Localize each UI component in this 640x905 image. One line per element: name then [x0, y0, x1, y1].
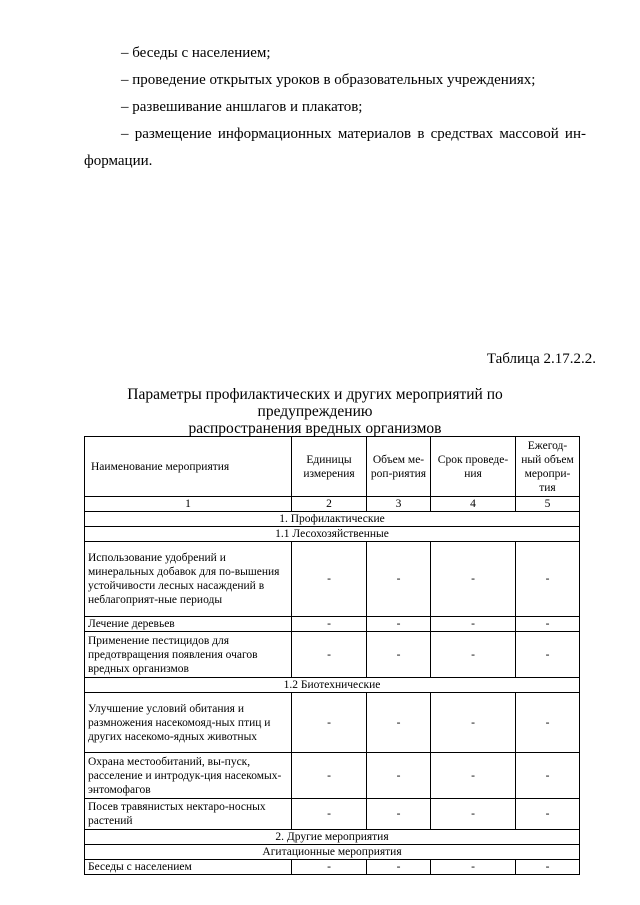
volume-cell: - — [367, 617, 431, 632]
table-header-row — [85, 437, 580, 497]
unit-cell: - — [292, 693, 367, 753]
column-header: Ежегод-ный объем меропри-тия — [516, 437, 580, 497]
table-row — [85, 693, 580, 753]
term-cell: - — [431, 632, 516, 678]
table-caption — [68, 386, 562, 437]
unit-cell: - — [292, 617, 367, 632]
column-number: 3 — [367, 497, 431, 512]
column-number: 2 — [292, 497, 367, 512]
bullet-item-continuation: формации. — [84, 153, 153, 169]
section-row — [85, 512, 580, 527]
bullet-item: – проведение открытых уроков в образовательных учреждениях; — [121, 72, 536, 88]
bullet-item: – беседы с населением; — [121, 45, 271, 61]
column-number: 1 — [85, 497, 292, 512]
subsection-title: 1.1 Лесохозяйственные — [85, 527, 580, 542]
annual-volume-cell: - — [516, 617, 580, 632]
unit-cell: - — [292, 753, 367, 799]
measure-name: Улучшение условий обитания и размножения насекомояд-ных птиц и других насекомо-ядных животных — [85, 693, 292, 753]
volume-cell: - — [367, 753, 431, 799]
measure-name: Посев травянистых нектаро-носных растений — [85, 799, 292, 830]
caption-line: распространения вредных организмов — [188, 420, 442, 437]
section-row — [85, 830, 580, 845]
column-header: Единицы измерения — [292, 437, 367, 497]
annual-volume-cell: - — [516, 860, 580, 875]
term-cell: - — [431, 617, 516, 632]
subsection-title: Агитационные мероприятия — [85, 845, 580, 860]
annual-volume-cell: - — [516, 542, 580, 617]
table-row — [85, 860, 580, 875]
bullet-item: – развешивание аншлагов и плакатов; — [121, 99, 363, 115]
table-row — [85, 542, 580, 617]
column-header: Срок проведе-ния — [431, 437, 516, 497]
annual-volume-cell: - — [516, 632, 580, 678]
subsection-title: 1.2 Биотехнические — [85, 678, 580, 693]
caption-line: Параметры профилактических и других мероприятий по предупреждению — [127, 386, 503, 420]
term-cell: - — [431, 799, 516, 830]
unit-cell: - — [292, 542, 367, 617]
subsection-row — [85, 527, 580, 542]
column-header: Наименование мероприятия — [85, 437, 292, 497]
term-cell: - — [431, 860, 516, 875]
table-row — [85, 617, 580, 632]
column-number-row — [85, 497, 580, 512]
table-row — [85, 753, 580, 799]
annual-volume-cell: - — [516, 693, 580, 753]
column-number: 4 — [431, 497, 516, 512]
table-row — [85, 632, 580, 678]
table-number: Таблица 2.17.2.2. — [486, 351, 596, 367]
measure-name: Беседы с населением — [85, 860, 292, 875]
column-number: 5 — [516, 497, 580, 512]
table-row — [85, 799, 580, 830]
term-cell: - — [431, 753, 516, 799]
measure-name: Применение пестицидов для предотвращения появления очагов вредных организмов — [85, 632, 292, 678]
measure-name: Лечение деревьев — [85, 617, 292, 632]
measure-name: Охрана местообитаний, вы-пуск, расселение и интродук-ция насекомых-энтомофагов — [85, 753, 292, 799]
subsection-row — [85, 678, 580, 693]
annual-volume-cell: - — [516, 799, 580, 830]
bullet-list — [84, 40, 586, 175]
term-cell: - — [431, 542, 516, 617]
volume-cell: - — [367, 632, 431, 678]
unit-cell: - — [292, 632, 367, 678]
term-cell: - — [431, 693, 516, 753]
unit-cell: - — [292, 799, 367, 830]
annual-volume-cell: - — [516, 753, 580, 799]
parameters-table — [84, 436, 580, 875]
section-title: 2. Другие мероприятия — [85, 830, 580, 845]
unit-cell: - — [292, 860, 367, 875]
volume-cell: - — [367, 693, 431, 753]
bullet-item-line: – размещение информационных материалов в средствах массовой ин- — [121, 126, 586, 142]
volume-cell: - — [367, 542, 431, 617]
volume-cell: - — [367, 799, 431, 830]
section-title: 1. Профилактические — [85, 512, 580, 527]
volume-cell: - — [367, 860, 431, 875]
measure-name: Использование удобрений и минеральных добавок для по-вышения устойчивости лесных насаждений в неблагоприят-ные периоды — [85, 542, 292, 617]
column-header: Объем ме-роп-риятия — [367, 437, 431, 497]
subsection-row — [85, 845, 580, 860]
